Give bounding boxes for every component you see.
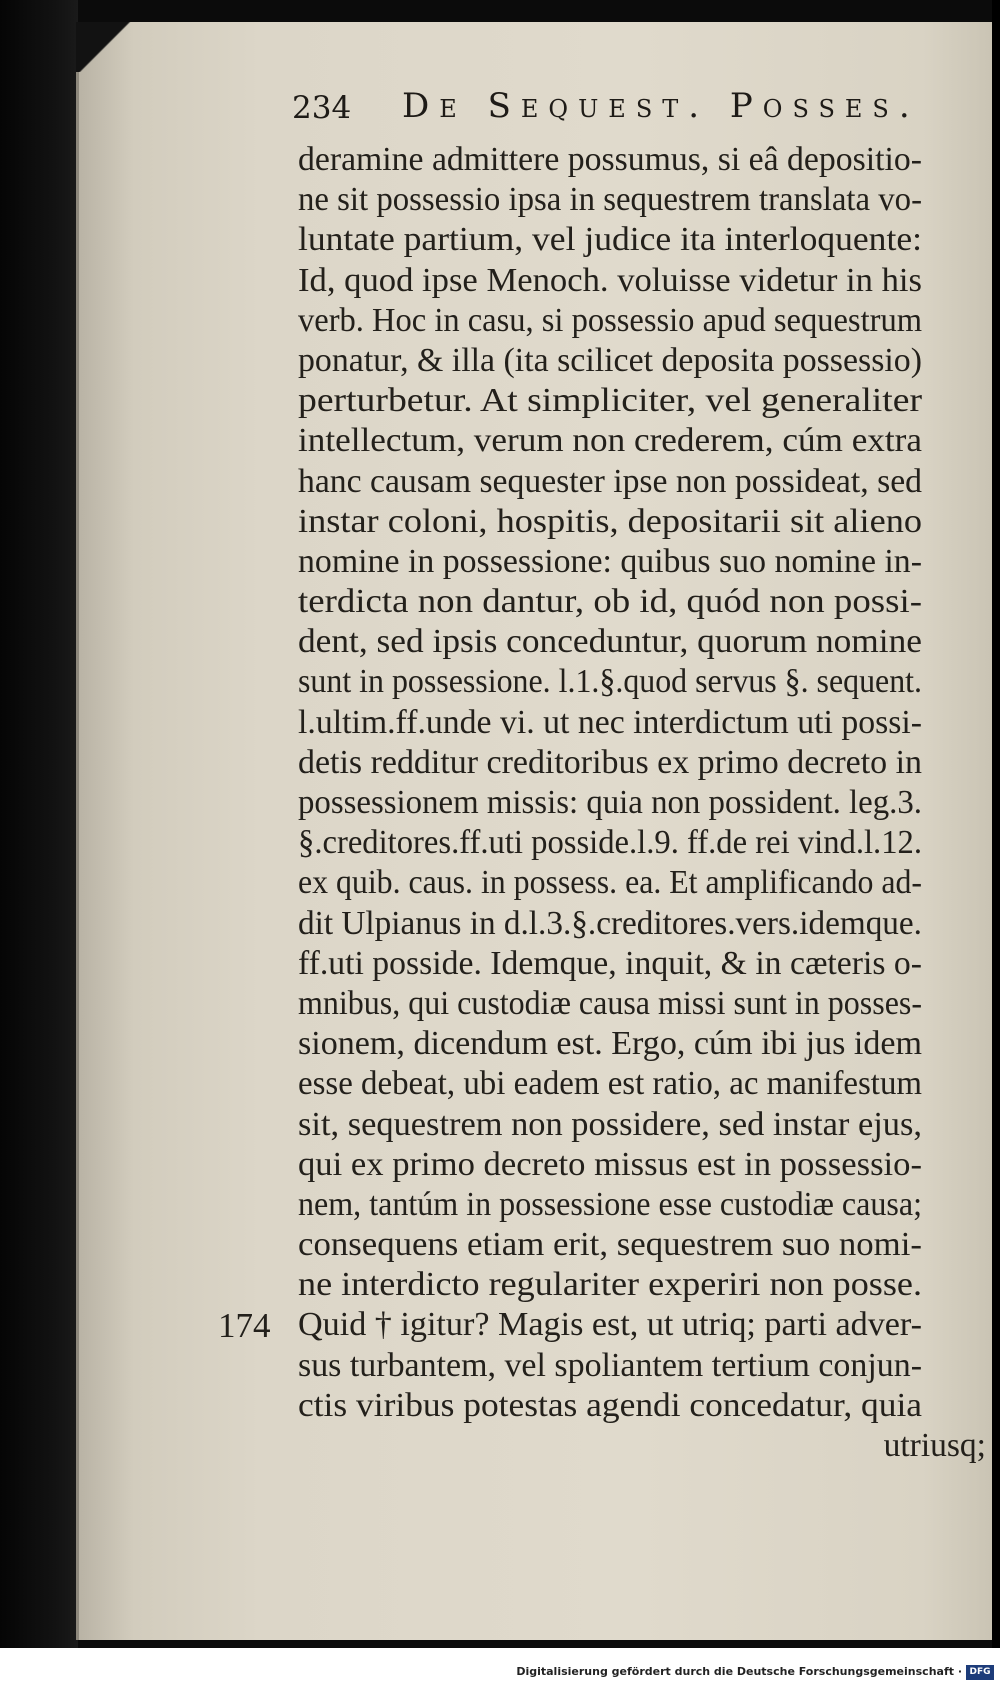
text-line: hanc causam sequester ipse non possideat, sed (298, 462, 922, 500)
footer-band (0, 1648, 1000, 1688)
catchword: utriusq; (883, 1427, 986, 1464)
text-line: mnibus, qui custodiæ causa missi sunt in posses- (298, 984, 922, 1022)
text-line: l.ultim.ff.unde vi. ut nec interdictum uti possi- (298, 703, 922, 741)
marginal-paragraph-number: 174 (218, 1306, 271, 1345)
text-line: §.creditores.ff.uti posside.l.9. ff.de rei vind.l.12. (298, 824, 922, 862)
text-line: sunt in possessione. l.1.§.quod servus §. sequent. (298, 663, 922, 701)
digitization-credit: Digitalisierung gefördert durch die Deutsche Forschungsgemeinschaft · (516, 1665, 962, 1678)
text-line: sionem, dicendum est. Ergo, cúm ibi jus idem (298, 1025, 922, 1063)
running-title: De Sequest. Posses. (402, 86, 920, 126)
text-line: terdicta non dantur, ob id, quód non possi- (298, 583, 922, 621)
text-line: intellectum, verum non crederem, cúm extra (298, 422, 922, 460)
text-line: perturbetur. At simpliciter, vel generaliter (298, 382, 922, 420)
text-line: sit, sequestrem non possidere, sed instar ejus, (298, 1105, 922, 1143)
text-line: ctis viribus potestas agendi concedatur, quia (298, 1386, 922, 1424)
text-line: nomine in possessione: quibus suo nomine in- (298, 542, 922, 580)
book-gutter-shadow (0, 0, 78, 1688)
text-line: Id, quod ipse Menoch. voluisse videtur in his (298, 261, 922, 299)
text-line: sus turbantem, vel spoliantem tertium conjun- (298, 1346, 922, 1384)
text-line: instar coloni, hospitis, depositarii sit alieno (298, 502, 922, 540)
text-line: dent, sed ipsis conceduntur, quorum nomine (298, 623, 922, 661)
text-line: luntate partium, vel judice ita interloquente: (298, 221, 922, 259)
text-line: Quid † igitur? Magis est, ut utriq; parti adver- (298, 1306, 922, 1344)
text-line: qui ex primo decreto missus est in possessio- (298, 1145, 922, 1183)
page-number: 234 (292, 90, 352, 126)
dfg-logo: DFG (966, 1665, 994, 1680)
body-text (298, 140, 998, 1466)
text-line: detis redditur creditoribus ex primo decreto in (298, 743, 922, 781)
page-header (292, 82, 932, 132)
text-line: esse debeat, ubi eadem est ratio, ac manifestum (298, 1065, 922, 1103)
text-line: consequens etiam erit, sequestrem suo nomi- (298, 1226, 922, 1264)
text-line: ex quib. caus. in possess. ea. Et amplificando ad- (298, 864, 922, 902)
text-line: possessionem missis: quia non possident. leg.3. (298, 784, 922, 821)
torn-page-corner (76, 22, 136, 72)
text-line: nem, tantúm in possessione esse custodiæ causa; (298, 1185, 922, 1223)
text-line: verb. Hoc in casu, si possessio apud sequestrum (298, 301, 922, 339)
text-line: deramine admittere possumus, si eâ depositio- (298, 141, 922, 178)
text-line: ff.uti posside. Idemque, inquit, & in cæteris o- (298, 944, 922, 982)
text-line: dit Ulpianus in d.l.3.§.creditores.vers.idemque. (298, 904, 922, 942)
text-line: ne interdicto regulariter experiri non posse. (298, 1266, 922, 1304)
text-line: ponatur, & illa (ita scilicet deposita possessio) (298, 341, 922, 379)
text-line: ne sit possessio ipsa in sequestrem translata vo- (298, 181, 922, 219)
